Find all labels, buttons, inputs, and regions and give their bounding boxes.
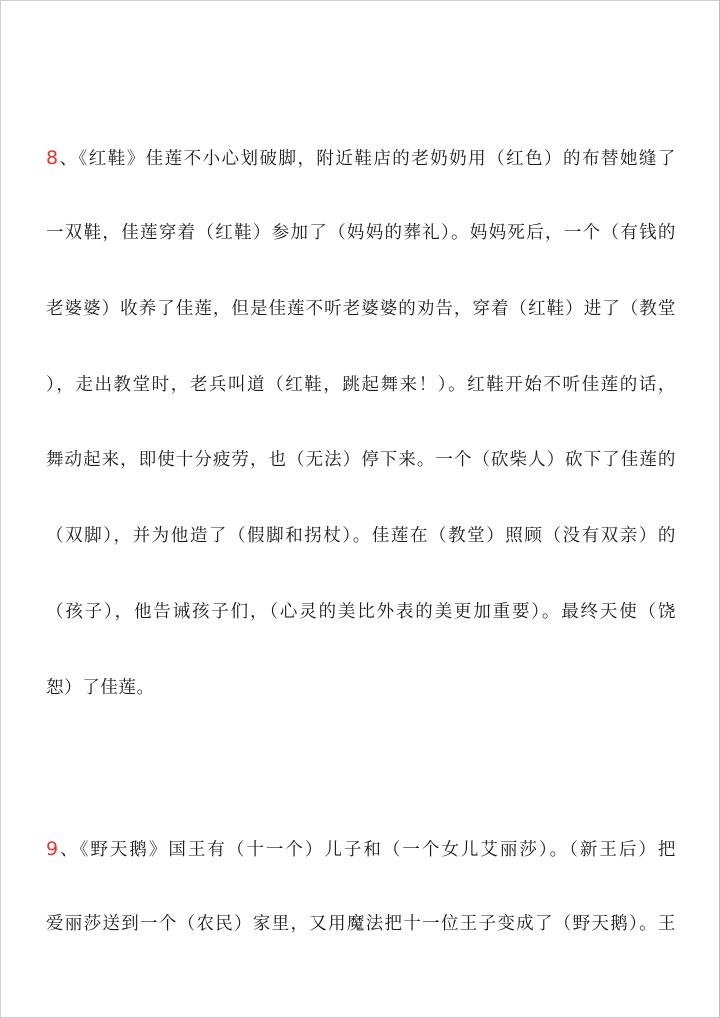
- paragraph-9-line-2: 爱丽莎送到一个（农民）家里，又用魔法把十一位王子变成了（野天鹅）。王: [46, 914, 676, 934]
- paragraph-8-line-7: （孩子），他告诫孩子们，（心灵的美比外表的美更加重要）。最终天使（饶: [46, 602, 676, 622]
- paragraph-8-line-1: [46, 146, 676, 171]
- paragraph-8-line-8: 恕）了佳莲。: [46, 678, 155, 698]
- paragraph-8-text-1: 、《红鞋》佳莲不小心划破脚，附近鞋店的老奶奶用（红色）的布替她缝了: [58, 149, 676, 169]
- item-number-9: 9: [46, 838, 59, 860]
- paragraph-8-line-3: 老婆婆）收养了佳莲，但是佳莲不听老婆婆的劝告，穿着（红鞋）进了（教堂: [46, 299, 676, 319]
- paragraph-9-text-1: 、《野天鹅》国王有（十一个）儿子和（一个女儿艾丽莎）。（新王后）把: [58, 840, 676, 860]
- paragraph-8-line-2: 一双鞋，佳莲穿着（红鞋）参加了（妈妈的葬礼）。妈妈死后，一个（有钱的: [46, 223, 676, 243]
- paragraph-8-line-4: ），走出教堂时，老兵叫道（红鞋，跳起舞来！）。红鞋开始不听佳莲的话，: [46, 375, 676, 395]
- paragraph-8-line-5: 舞动起来，即使十分疲劳，也（无法）停下来。一个（砍柴人）砍下了佳莲的: [46, 450, 676, 470]
- paragraph-8-line-6: （双脚），并为他造了（假脚和拐杖）。佳莲在（教堂）照顾（没有双亲）的: [46, 526, 676, 546]
- item-number-8: 8: [46, 147, 59, 169]
- paragraph-9-line-1: [46, 837, 676, 862]
